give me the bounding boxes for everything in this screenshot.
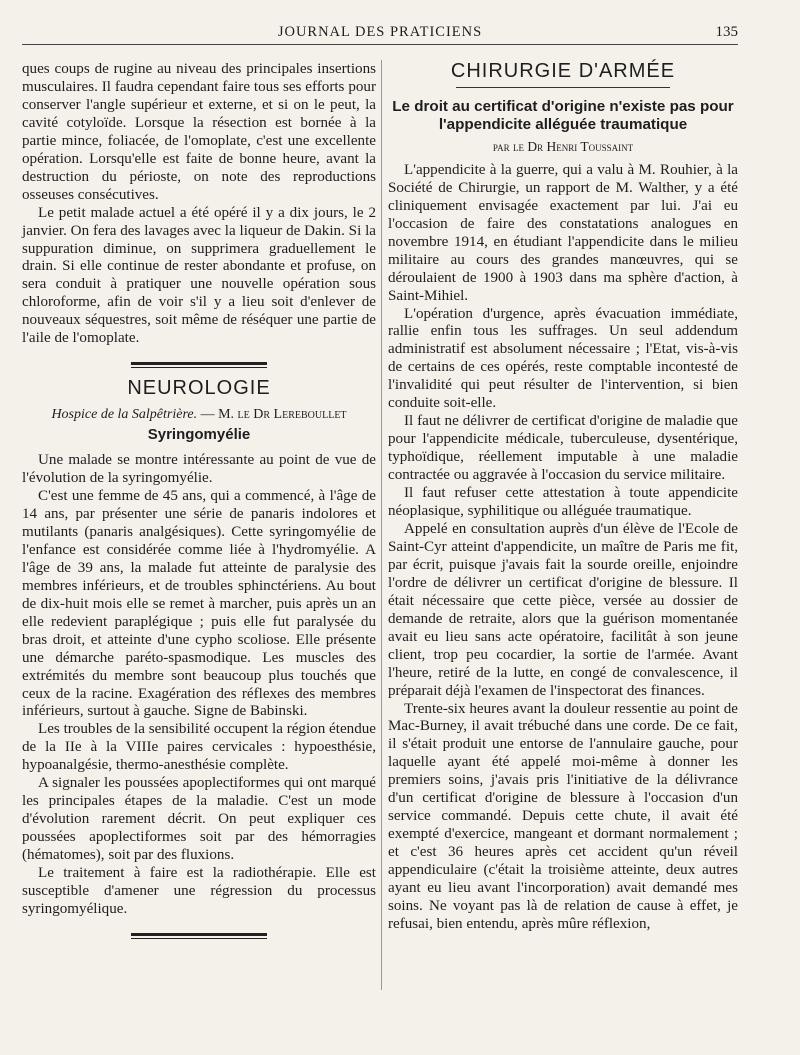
right-column [388, 61, 738, 934]
paragraph: L'appendicite à la guerre, qui a valu à M. Rouhier, à la Société de Chirurgie, un rapport de M. Walther, y a été cliniquement envisagée exactement par lui. J'ai eu l'occasion de faire des constatations analogues en novembre 1914, en étudiant l'appendicite dans le milieu militaire au cours des grandes manœuvres, qui se déroulaient de 1900 à 1903 dans ma sphère d'action, à Saint-Mihiel. [388, 161, 738, 304]
byline-place: Hospice de la Salpêtrière. [51, 407, 198, 423]
lecture-byline [22, 406, 376, 424]
paragraph: Trente-six heures avant la douleur ressentie au point de Mac-Burney, il avait trébuché dans une corde. De ce fait, il s'était produit une entorse de l'annulaire gauche, pour laquelle ayant été appelé moi-même à donner les premiers soins, j'avais pris l'initiative de la délivrance d'un certificat d'origine de blessure à l'occasion d'un service commandé. Depuis cette chute, il avait été exempté d'exercice, mangeant et dormant normalement ; et c'est 36 heures après cet accident qu'un réveil appendiculaire (c'était la troisième atteinte, deux autres ayant eu lieu avant l'incorporation) avait demandé mes soins. Ne voyant pas là de relation de cause à effet, je refusai, bien entendu, après mûre réflexion, [388, 700, 738, 932]
section-title-chirurgie: CHIRURGIE D'ARMÉE [450, 60, 676, 82]
section-title-neurologie: NEUROLOGIE [127, 377, 271, 400]
paragraph: Les troubles de la sensibilité occupent la région étendue de la IIe à la VIIIe paires cervicales : hypoesthésie, hypoanalgésie, thermo-anesthésie complète. [22, 721, 376, 774]
byline-author: — M. le Dr Lereboullet [200, 407, 347, 423]
paragraph: Une malade se montre intéressante au point de vue de l'évolution de la syringomyélie. [22, 452, 376, 487]
article-title: Le droit au certificat d'origine n'existe pas pour l'appendicite alléguée traumatique [392, 97, 734, 133]
paragraph: C'est une femme de 45 ans, qui a commencé, à l'âge de 14 ans, par présenter une série de panaris indolores et mutilants (panaris analgésiques). Cette syringomyélie de l'enfance est considérée comme liée à l'hydromyélie. A l'âge de 39 ans, la malade fut atteinte de paralysie des membres inférieurs, et de troubles sphinctériens. Au bout de dix-huit mois elle se remet à marcher, puis après un an elle redevient paraplégique ; puis elle fut paralysée du bras droit, et atteinte d'une cypho scoliose. Elle présente une démarche paréto-spasmodique. Les muscles des extrémités du membre sont beaucoup plus touchés que ceux de la racine. Exagération des réflexes des membres inférieurs, surtout à gauche. Signe de Babinski. [22, 488, 376, 720]
paragraph: ques coups de rugine au niveau des principales insertions musculaires. Il faudra cependant faire tous ses efforts pour conserver l'angle supérieur et externe, et si on le peut, la cavité cotyloïde. Lorsque la résection est bornée à la partie mince, foliacée, de l'omoplate, c'est une excellente opération. Lorsqu'elle est faite de bonne heure, avant la destruction du périoste, on note des reproductions osseuses consécutives. [22, 61, 376, 203]
column-divider [381, 60, 382, 990]
paragraph: Il faut refuser cette attestation à toute appendicite néoplasique, syphilitique ou alléguée traumatique. [388, 485, 738, 520]
section-rule [131, 933, 267, 939]
paragraph: L'opération d'urgence, après évacuation immédiate, rallie enfin tous les suffrages. Un seul addendum administratif est absolument nécessaire ; l'Etat, vis-à-vis de certains de ces opérés, reste comptable incontesté de l'invalidité qui peut résulter de l'intervention, si bien conduite soit-elle. [388, 305, 738, 412]
title-underline [456, 87, 670, 88]
paragraph: Le traitement à faire est la radiothérapie. Elle est susceptible d'amener une régression du processus syringomyélique. [22, 865, 376, 917]
article-author: par le Dr Henri Toussaint [492, 138, 634, 154]
left-column [22, 61, 376, 939]
journal-title: JOURNAL DES PRATICIENS [277, 24, 483, 40]
paragraph: Le petit malade actuel a été opéré il y a dix jours, le 2 janvier. On fera des lavages avec la liqueur de Dakin. Si la suppuration diminue, on supprimera graduellement le drain. Si elle continue de rester abondante et profuse, on sera conduit à pratiquer une nouvelle opération sous chloroforme, afin de voir s'il y a lieu soit d'enlever de nouveaux séquestres, soit même de réséquer une partie de l'aile de l'omoplate. [22, 204, 376, 347]
paragraph: Appelé en consultation auprès d'un élève de l'Ecole de Saint-Cyr atteint d'appendicite, un maître de Paris me fit, par écrit, puisque j'avais fait la sourde oreille, enjoindre l'ordre de délivrer un certificat d'origine de blessure. Il était nécessaire que cette pièce, versée au dossier de demande de retraite, alors que la guérison momentanée avait eu lieu sans acte opératoire, facilitât à son jeune client, trop peu cocardier, la sortie de l'armée. Avant l'heure, retiré de la lutte, en congé de convalescence, il préparait déjà l'examen de l'inspectorat des finances. [388, 520, 738, 699]
article-subheading: Syringomyélie [147, 426, 251, 444]
section-rule [131, 362, 267, 368]
paragraph: Il faut ne délivrer de certificat d'origine de maladie que pour l'appendicite médicale, tuberculeuse, dysentérique, typhoïdique, réellement imputable à une maladie contractée ou aggravée à l'occasion du service militaire. [388, 413, 738, 484]
page-number: 135 [715, 24, 738, 40]
paragraph: A signaler les poussées apoplectiformes qui ont marqué les principales étapes de la maladie. C'est un mode d'évolution rarement décrit. On peut expliquer ces poussées apoplectiformes soit par des hémorragies (hématomes), soit par des fluxions. [22, 775, 376, 864]
running-header [22, 20, 738, 45]
